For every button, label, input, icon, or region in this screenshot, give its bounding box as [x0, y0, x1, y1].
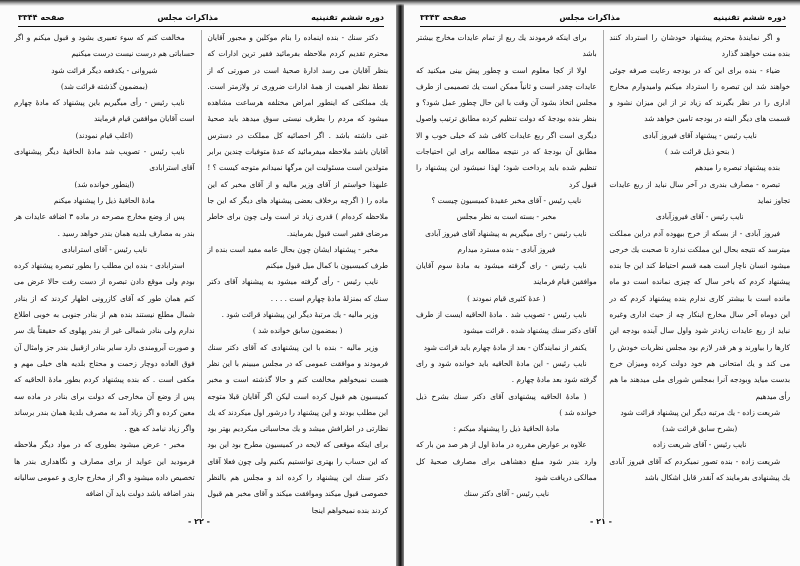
paragraph: نایب رئیس - تصویب شد مادهٔ الحاقیهٔ دیگر پیشنهادی آقای استرابادی [14, 147, 195, 173]
left-page-columns [14, 30, 388, 518]
session-label: دوره ششم تقنینیه [311, 12, 384, 22]
paragraph: نایب رئیس - آقای مخبر عقیدهٔ کمیسیون چیست ؟ [431, 195, 582, 205]
paragraph: و اگر نمایندهٔ محترم پیشنهاد خودشان را استرداد کنند بنده منت خواهند گذارد [609, 33, 790, 59]
paragraph: اولا از کجا معلوم است و چطور پیش بینی میکنید که عایدات چقدر است و ثانیاً ممکن است یك تصمیمی از طرف مجلس اتخاذ بشود آن وقت با این حال چطور عمل شود؟ و بنظر بنده بودجهٔ که دولت تنظیم کرده مطابق ترتیب واصول دیگری است اگر ربع عایدات کافی شد که خیلی خوب و الا مطابق آن بودجهٔ که در نتیجه مطالعه برای این احتیاجات تنظیم شده باید پرداخت شود؛ لهذا نمیشود این پیشنهاد را قبول کرد [416, 65, 597, 189]
column-right [609, 30, 790, 518]
paragraph: نایب رئیس - رای گرفته میشود به مادهٔ سوم آقایان موافقین قیام فرمایند [416, 261, 597, 287]
session-label: دوره ششم تقنینیه [713, 12, 786, 22]
paragraph: نایب رئیس - آقای دکتر سنك [463, 489, 550, 499]
paragraph: مخبر - بسته است به نظر مجلس [456, 212, 557, 222]
paragraph: ضیاء - بنده برای این که در بودجه رعایت صرفه جوئی خواهند شد این تبصره را استرداد میکنم وامیدوارم مخارج اداری را در نظر بگیرند که زیاد تر از این میزان نشود و قسمت های دیگر البته در بودجه تامین خواهد شد [609, 65, 790, 124]
paragraph: نایب رئیس - آقای شریعت زاده [652, 440, 747, 450]
paragraph: دکتر سنك - بنده اینماده را بنام موکلین و مجبور آقایان محترم تقدیم کردم ملاحظه بفرمائید فقیر ترین ادارات که بنظر آقایان می رسد ادارهٔ صحیهٔ است در صورتی که از نقطهٔ نظر اهمیت از همهٔ ادارات ضروری تر ولازمتر است. یك مملکتی که اینطور امراض مختلفه هرساعت مشاهده میشود که مردم را بطرف نیستی سوق میدهد باید صحیهٔ غنی داشته باشد . اگر احصائیه کل مملکت در دسترس آقایان باشد ملاحظه میفرمائید که عدهٔ متوفیات چندین برابر متولدین است مسئولیت این مرگها نمیدانم متوجه کیست ؟ ! علیهذا خواستم از آقای وزیر مالیه و از آقای مخبر که این ماده را ( اگرچه برخلاف بعضی پیشنهاد های دیگر که این جا ملاحظه کرده‌ام ) قدری زیاد تر است ولی چون برای خاطر مرضای فقیر است قبول بفرمایند. [207, 33, 388, 238]
right-page-columns [416, 30, 790, 518]
paragraph: نایب رئیس - این مادهٔ الحاقیه باید خوانده شود و رای گرفته شود بعد مادهٔ چهارم . [416, 358, 597, 385]
paragraph: فیروز آبادی - بنده مسترد میدارم [457, 244, 556, 254]
page-label: صفحه ۳۳۴۴ [18, 12, 65, 22]
header-title: مذاکرات مجلس [157, 12, 219, 22]
paragraph: نایب رئیس - رای میگیریم به پیشنهاد آقای فیروز آبادی [425, 228, 587, 238]
column-divider [603, 30, 604, 518]
paragraph: (اغلب قیام نمودند) [75, 130, 133, 140]
paragraph: یکنفر از نمایندگان - بعد از مادهٔ چهارم باید قرائت شود [423, 342, 587, 352]
right-page [402, 0, 800, 566]
header-rule [18, 26, 384, 28]
paragraph: مخبر - پیشنهاد ایشان چون بحال عامه مفید است بنده از طرف کمیسیون با کمال میل قبول میکنم [207, 244, 388, 271]
paragraph: نایب رئیس - پیشنهاد آقای فیروز آبادی [642, 130, 757, 140]
paragraph: وزیر مالیه - یك مرتبهٔ دیگر این پیشنهاد قرائت شود . [221, 310, 378, 320]
column-left [416, 30, 597, 518]
paragraph: نایب رئیس - رأی میگیریم باین پیشنهاد که مادهٔ چهارم است آقایان موافقین قیام فرمایند [14, 98, 195, 124]
paragraph: شریعت زاده - یك مرتبه دیگر این پیشنهاد قرائت شود [620, 407, 780, 417]
header-rule [420, 26, 786, 28]
left-page [0, 0, 398, 566]
paragraph: بنده پیشنهاد تبصره را میدهم [694, 163, 780, 173]
paragraph: نایب رئیس - رأی گرفته میشود به پیشنهاد آقای دکتر سنك که بمنزلهٔ مادهٔ چهارم است . . . . [207, 277, 388, 303]
paragraph: نایب رئیس - آقای فیروزآبادی [655, 212, 744, 222]
paragraph: پس از وضع مخارج مصرحه در ماده ۳ اضافه عایدات هر بندر به مصارف بلدیه همان بندر خواهد رسید . [14, 212, 195, 238]
page-label: صفحه ۳۳۴۳ [420, 12, 467, 22]
page-number: - ۲۱ - [590, 517, 612, 526]
paragraph: ( بنحو ذیل قرائت شد ) [664, 147, 735, 157]
paragraph: مادهٔ الحاقیهٔ ذیل را پیشنهاد میکنم : [453, 424, 560, 434]
paragraph: برای اینکه فرمودند یك ربع از تمام عایدات مخارج بیشتر باشد [416, 33, 597, 59]
paragraph: فیروز آبادی - از بسکه از خرج بیهوده آدم دراین مملکت میترسد که نتیجه بحال این مملکت ندارد تا صحبت یك خرجی میشود انسان ناچار است همه قسم احتیاط کند این جا بنده پیشنهاد کردم که باخر سال که چیزی نمانده است دو ماه مانده است با بیشتر کاری ندارم بنده پیشنهاد کردم که در این دوماه آخر سال مخارج اینکار چه از حیث اداری وغیره نباید از ربع عایدات زیادتر شود واول سال آینده بودجه این کارها را بیاورند و هر قدر لازم بود مجلس نظریات خودش را می کند و یك امتحانی هم خود دولت کرده ومیزان خرج بدست میاید وبودجه آنرا بمجلس شورای ملی میدهند ما هم رأی میدهیم [609, 228, 790, 401]
paragraph: ( عدهٔ کثیری قیام نمودند ) [467, 293, 546, 303]
paragraph: شیروانی - یکدفعه دیگر قرائت شود [51, 65, 158, 75]
column-divider [201, 30, 202, 518]
paragraph: ( بمضمون سابق خوانده شد ) [252, 326, 343, 336]
header-title: مذاکرات مجلس [559, 12, 621, 22]
paragraph: مخبر - عرض میشود بطوری که در مواد دیگر ملاحظه فرمودید این عواید از برای مصارف و نگاهداری بندر ها تخصیص داده میشود و اگر از مخارج جاری و عمومی سالیانه بندر اضافه باشد دولت باید آن اضافه [14, 440, 195, 499]
paragraph: استرابادی - بنده این مطلب را بطور تبصره پیشنهاد کرده بودم ولی موقع دادن تبصره از دست رفت حالا عرض می کنم همان طور که آقای کازرونی اظهار کردند که از بنادر شمال مطلع نیستند بنده هم از بنادر جنوبی به خوبی اطلاع ندارم ولی بنادر شمالی غیر از بندر پهلوی که حقیقتاً یك سر و صورت آبرومندی دارد سایر بنادر ازقبیل بندر جز وامثال آن فوق العاده دوچار زحمت و محتاج بلدیه های خیلی مهم و مکفی است . که بنده پیشنهاد کردم بطور مادهٔ الحاقیه که پس از وضع آن مخارجی که دولت برای بنادر در ماده سه معین کرده و اگر زیاد آمد به مصرف بلدیهٔ همان بندر برساند واگر زیاد نیامد که هیچ . [14, 261, 195, 434]
paragraph: مخالفت کنم که سوء تعبیری بشود و قبول میکنم و اگر حساباتی هم درست نیست درست میکنیم [14, 33, 195, 59]
page-number: - ۲۲ - [188, 517, 210, 526]
paragraph: شریعت زاده - بنده تصور نمیکردم که آقای فیروز آبادی یك پیشنهادی بفرمایند که آنقدر قابل اشکال باشد [609, 456, 790, 483]
left-page-header [18, 11, 384, 23]
paragraph: (بشرح سابق قرائت شد) [662, 424, 738, 434]
paragraph: ( مادهٔ الحاقیه پیشنهادی آقای دکتر سنك بشرح ذیل خوانده شد ) [416, 391, 597, 417]
scan-edge-shadow [0, 0, 800, 6]
paragraph: نایب رئیس - تصویب شد . مادهٔ الحاقیه ایست از طرف آقای دکتر سنك پیشنهاد شده . قرائت میشود [416, 310, 597, 336]
right-page-header [420, 11, 786, 23]
paragraph: نایب رئیس - آقای استرابادی [61, 244, 147, 254]
column-right [207, 30, 388, 518]
paragraph: (اینطور خوانده شد) [74, 179, 135, 189]
column-left [14, 30, 195, 518]
paragraph: وزیر مالیه - بنده با این پیشنهادی که آقای دکتر سنك فرمودند و موافقت عمومی که در مجلس میبینم با این نظر هست نمیخواهم مخالفت کنم و حالا گذشته است و مخبر کمیسیون هم قبول کرده است لیکن اگر آقایان قبلا متوجه این مطلب بودند و این پیشنهاد را درشور اول میکردند که یك نظارتی در اطرافش میشد و یك محاسباتی میکردیم بهتر بود برای اینکه موقعی که لایحه در کمیسیون مطرح بود این بود که این حساب را بهتری توانستیم بکنیم ولی چون فعلا آقای دکتر سنك این پیشنهاد را کرده اند و مجلس هم بالنظر خصوصی قبول میکند وموافقت میکند و آقای مخبر هم قبول کردند بنده نمیخواهم اینجا [207, 342, 388, 515]
book-spine [396, 0, 404, 566]
paragraph: مادهٔ الحاقیهٔ ذیل را پیشنهاد میکنم [53, 195, 155, 205]
paragraph: تبصره - مصارف بندری در آخر سال نباید از ربع عایدات تجاوز نماید [609, 179, 790, 205]
paragraph: (بمضمون گذشته قرائت شد) [60, 81, 148, 91]
paragraph: علاوه بر عوارض مقرره در مادهٔ اول از هر صد من بار که وارد بندر شود مبلغ دهشاهی برای مصارف صحیهٔ کل ممالکی دریافت شود [416, 440, 597, 483]
